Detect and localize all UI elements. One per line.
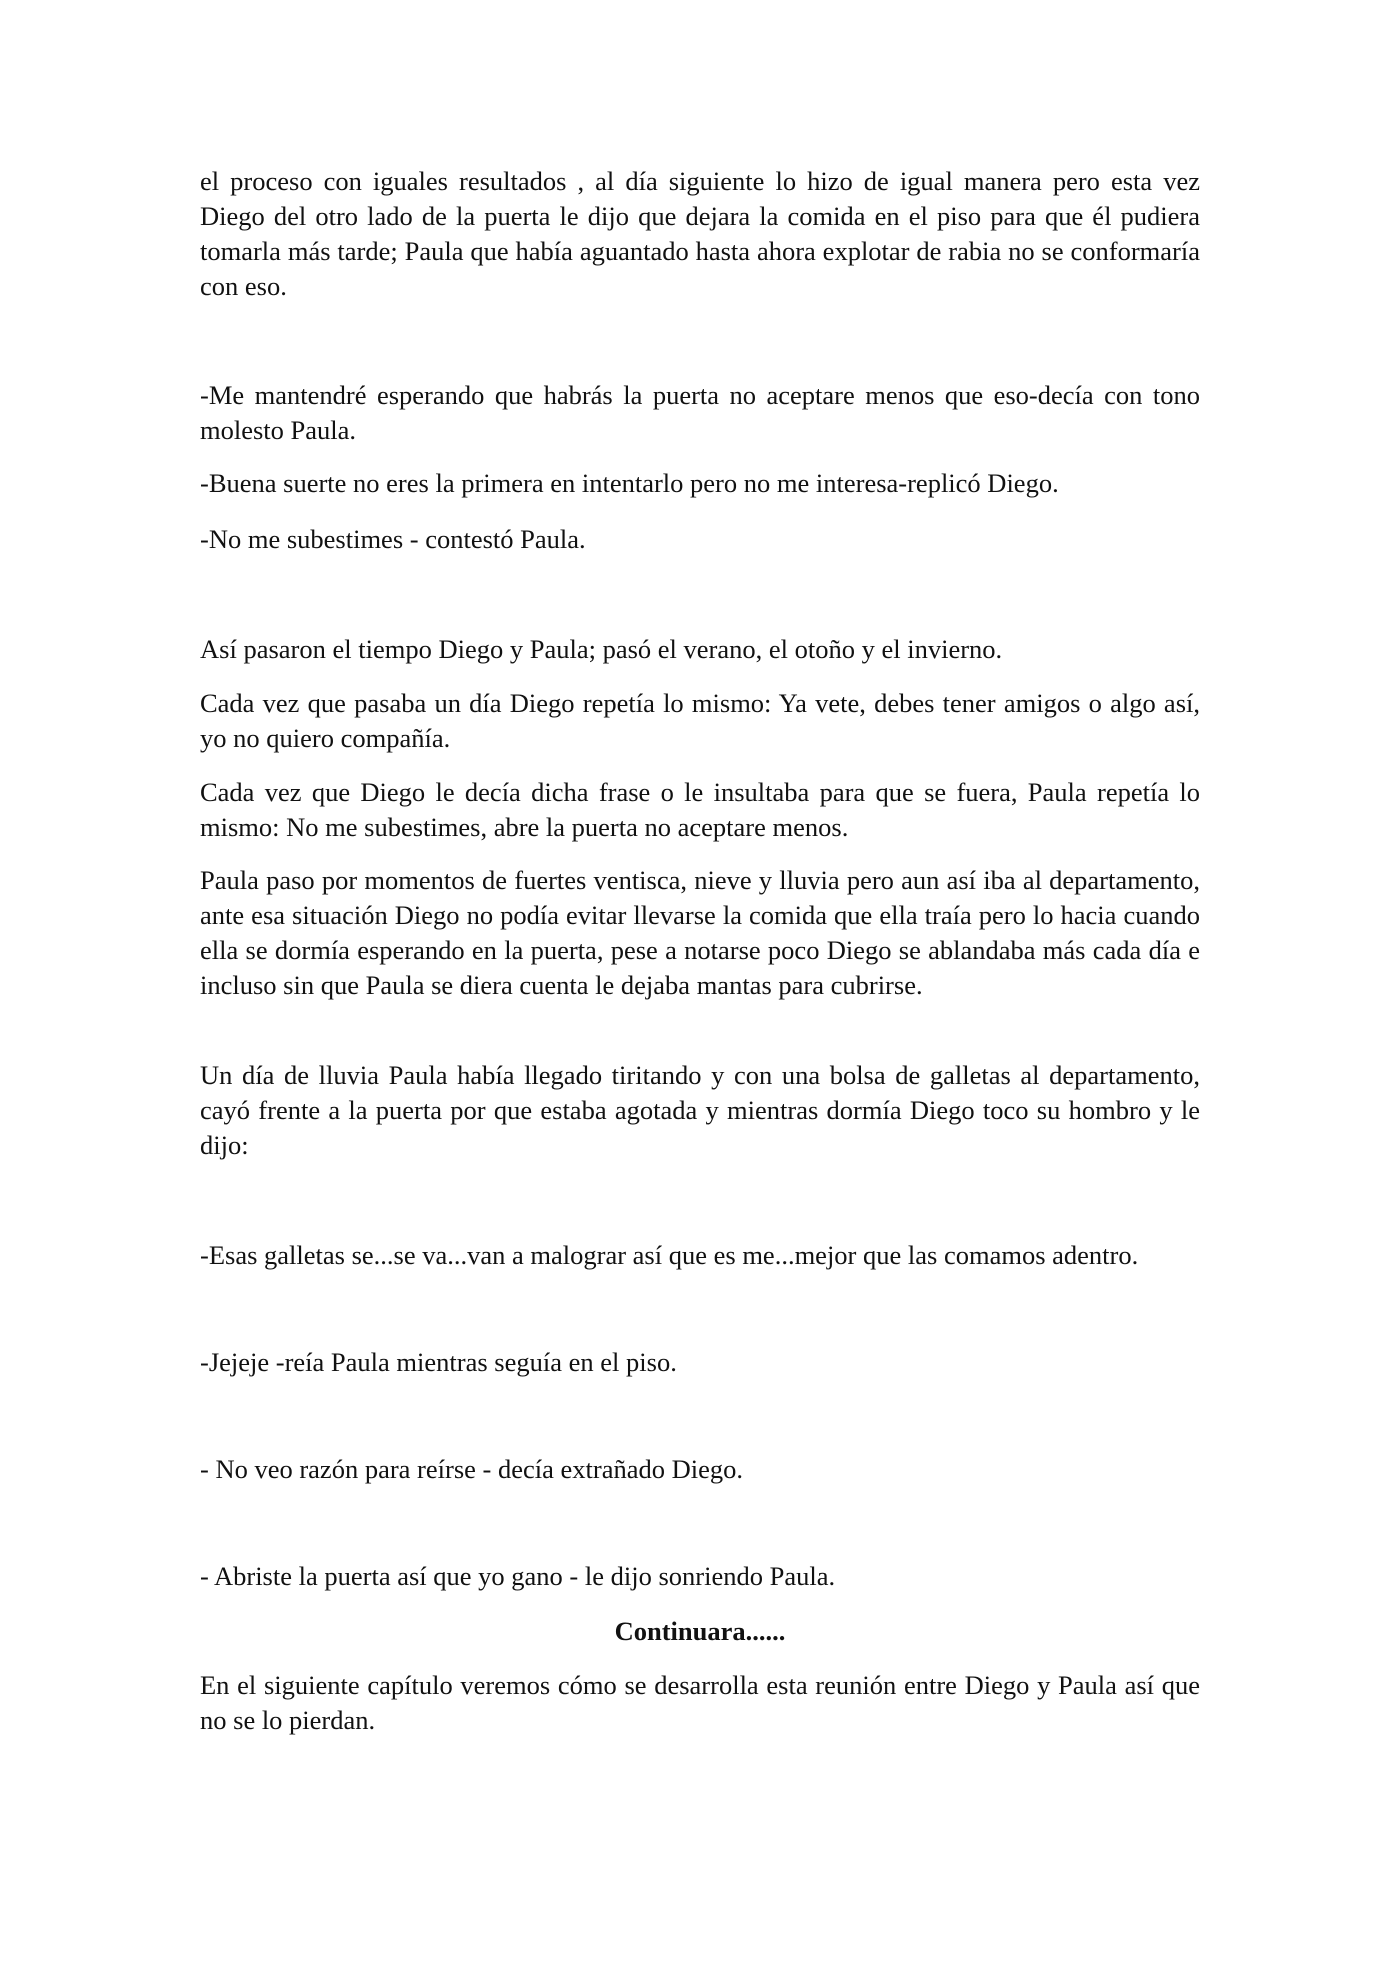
paragraph-rainy-day: Un día de lluvia Paula había llegado tiritando y con una bolsa de galletas al departamento, cayó frente a la puerta por que estaba agotada y mientras dormía Diego toco su hombro y le dijo: <box>200 1060 1200 1160</box>
paragraph-storms: Paula paso por momentos de fuertes ventisca, nieve y lluvia pero aun así iba al departamento, ante esa situación Diego no podía evitar llevarse la comida que ella traía pero lo hacia cuando ella se dormía esperando en la puerta, pese a notarse poco Diego se ablandaba más cada día e incluso sin que Paula se diera cuenta le dejaba mantas para cubrirse. <box>200 865 1200 1000</box>
dialogue-diego-no-reason: - No veo razón para reírse - decía extrañado Diego. <box>200 1454 743 1484</box>
dialogue-diego-cookies: -Esas galletas se...se va...van a malograr así que es me...mejor que las comamos adentro. <box>200 1240 1139 1270</box>
paragraph-seasons: Así pasaron el tiempo Diego y Paula; pasó el verano, el otoño y el invierno. <box>200 634 1003 664</box>
dialogue-paula-underestimate: -No me subestimes - contestó Paula. <box>200 524 586 554</box>
dialogue-paula-laughs: -Jejeje -reía Paula mientras seguía en el piso. <box>200 1347 677 1377</box>
dialogue-diego-luck: -Buena suerte no eres la primera en intentarlo pero no me interesa-replicó Diego. <box>200 468 1059 498</box>
dialogue-paula-wins: - Abriste la puerta así que yo gano - le dijo sonriendo Paula. <box>200 1561 836 1591</box>
paragraph-next-chapter: En el siguiente capítulo veremos cómo se desarrolla esta reunión entre Diego y Paula así que no se lo pierdan. <box>200 1670 1200 1735</box>
paragraph-paula-repeats: Cada vez que Diego le decía dicha frase o le insultaba para que se fuera, Paula repetía lo mismo: No me subestimes, abre la puerta no aceptare menos. <box>200 777 1200 842</box>
dialogue-paula-wait: -Me mantendré esperando que habrás la puerta no aceptare menos que eso-decía con tono molesto Paula. <box>200 380 1200 445</box>
paragraph-1: el proceso con iguales resultados , al día siguiente lo hizo de igual manera pero esta vez Diego del otro lado de la puerta le dijo que dejara la comida en el piso para que él pudiera tomarla más tarde; Paula que había aguantado hasta ahora explotar de rabia no se conformaría con eso. <box>200 166 1200 301</box>
paragraph-diego-repeats: Cada vez que pasaba un día Diego repetía lo mismo: Ya vete, debes tener amigos o algo así, yo no quiero compañía. <box>200 688 1200 753</box>
continuation-heading: Continuara...... <box>614 1616 786 1646</box>
